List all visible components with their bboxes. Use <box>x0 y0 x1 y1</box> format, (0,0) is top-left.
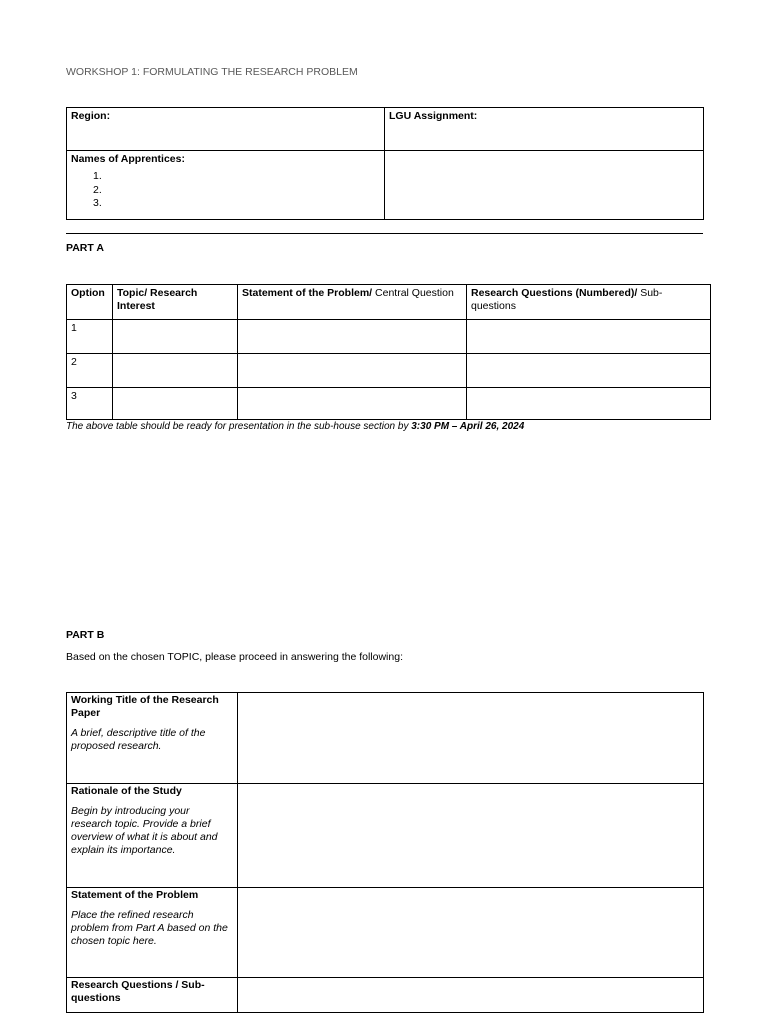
working-title-answer-cell[interactable] <box>238 693 704 784</box>
table-row <box>67 978 704 1013</box>
header-option: Option <box>67 285 113 320</box>
header-questions <box>467 285 711 320</box>
row-label: Working Title of the Research Paper <box>71 694 219 719</box>
option-number: 2 <box>67 354 113 388</box>
topic-cell[interactable] <box>113 354 238 388</box>
statement-cell[interactable] <box>238 320 467 354</box>
part-b-table <box>66 692 704 1013</box>
row-description: Begin by introducing your research topic. Provide a brief overview of what it is about and explain its importance. <box>71 805 218 856</box>
table-row <box>67 888 704 978</box>
research-questions-label-cell <box>67 978 238 1013</box>
table-row <box>67 320 711 354</box>
row-label: Rationale of the Study <box>71 785 182 797</box>
header-topic: Topic/ Research Interest <box>113 285 238 320</box>
header-questions-rest: Sub-questions <box>471 287 663 312</box>
part-b-heading: PART B <box>66 629 105 641</box>
apprentice-number-2: 2. <box>93 183 102 196</box>
statement-answer-cell[interactable] <box>238 888 704 978</box>
page-title: WORKSHOP 1: FORMULATING THE RESEARCH PROBLEM <box>66 66 358 78</box>
apprentice-number-1: 1. <box>93 170 102 182</box>
topic-cell[interactable] <box>113 320 238 354</box>
part-a-table <box>66 284 711 420</box>
questions-cell[interactable] <box>467 320 711 354</box>
questions-cell[interactable] <box>467 354 711 388</box>
apprentice-number-3: 3. <box>93 197 102 209</box>
deadline-time: 3:30 PM – April 26, 2024 <box>411 421 525 432</box>
rationale-answer-cell[interactable] <box>238 784 704 888</box>
statement-cell[interactable] <box>238 388 467 420</box>
region-field[interactable]: Region: <box>67 108 385 151</box>
deadline-note-text: The above table should be ready for presentation in the sub-house section by <box>66 421 412 432</box>
row-label: Research Questions / Sub-questions <box>71 979 205 1004</box>
row-description: Place the refined research problem from Part A based on the chosen topic here. <box>71 909 228 947</box>
apprentices-label: Names of Apprentices: <box>71 153 185 165</box>
info-table <box>66 107 704 220</box>
table-row <box>67 388 711 420</box>
section-divider <box>66 233 703 234</box>
statement-cell[interactable] <box>238 354 467 388</box>
working-title-label-cell <box>67 693 238 784</box>
rationale-label-cell <box>67 784 238 888</box>
header-statement-rest: Central Question <box>372 287 454 299</box>
row-label: Statement of the Problem <box>71 889 199 901</box>
statement-label-cell <box>67 888 238 978</box>
part-a-heading: PART A <box>66 242 104 254</box>
table-row <box>67 784 704 888</box>
table-row <box>67 354 711 388</box>
deadline-note <box>66 421 524 432</box>
header-statement <box>238 285 467 320</box>
header-statement-bold: Statement of the Problem/ <box>242 287 373 299</box>
lgu-assignment-field[interactable]: LGU Assignment: <box>385 108 704 151</box>
questions-cell[interactable] <box>467 388 711 420</box>
header-questions-bold: Research Questions (Numbered)/ <box>471 287 638 299</box>
apprentices-blank-cell[interactable] <box>385 151 704 220</box>
apprentices-field[interactable] <box>67 151 385 220</box>
research-questions-answer-cell[interactable] <box>238 978 704 1013</box>
part-b-intro: Based on the chosen TOPIC, please proceed in answering the following: <box>66 651 403 663</box>
row-description: A brief, descriptive title of the proposed research. <box>71 727 206 752</box>
table-row <box>67 693 704 784</box>
option-number: 3 <box>67 388 113 420</box>
topic-cell[interactable] <box>113 388 238 420</box>
option-number: 1 <box>67 320 113 354</box>
